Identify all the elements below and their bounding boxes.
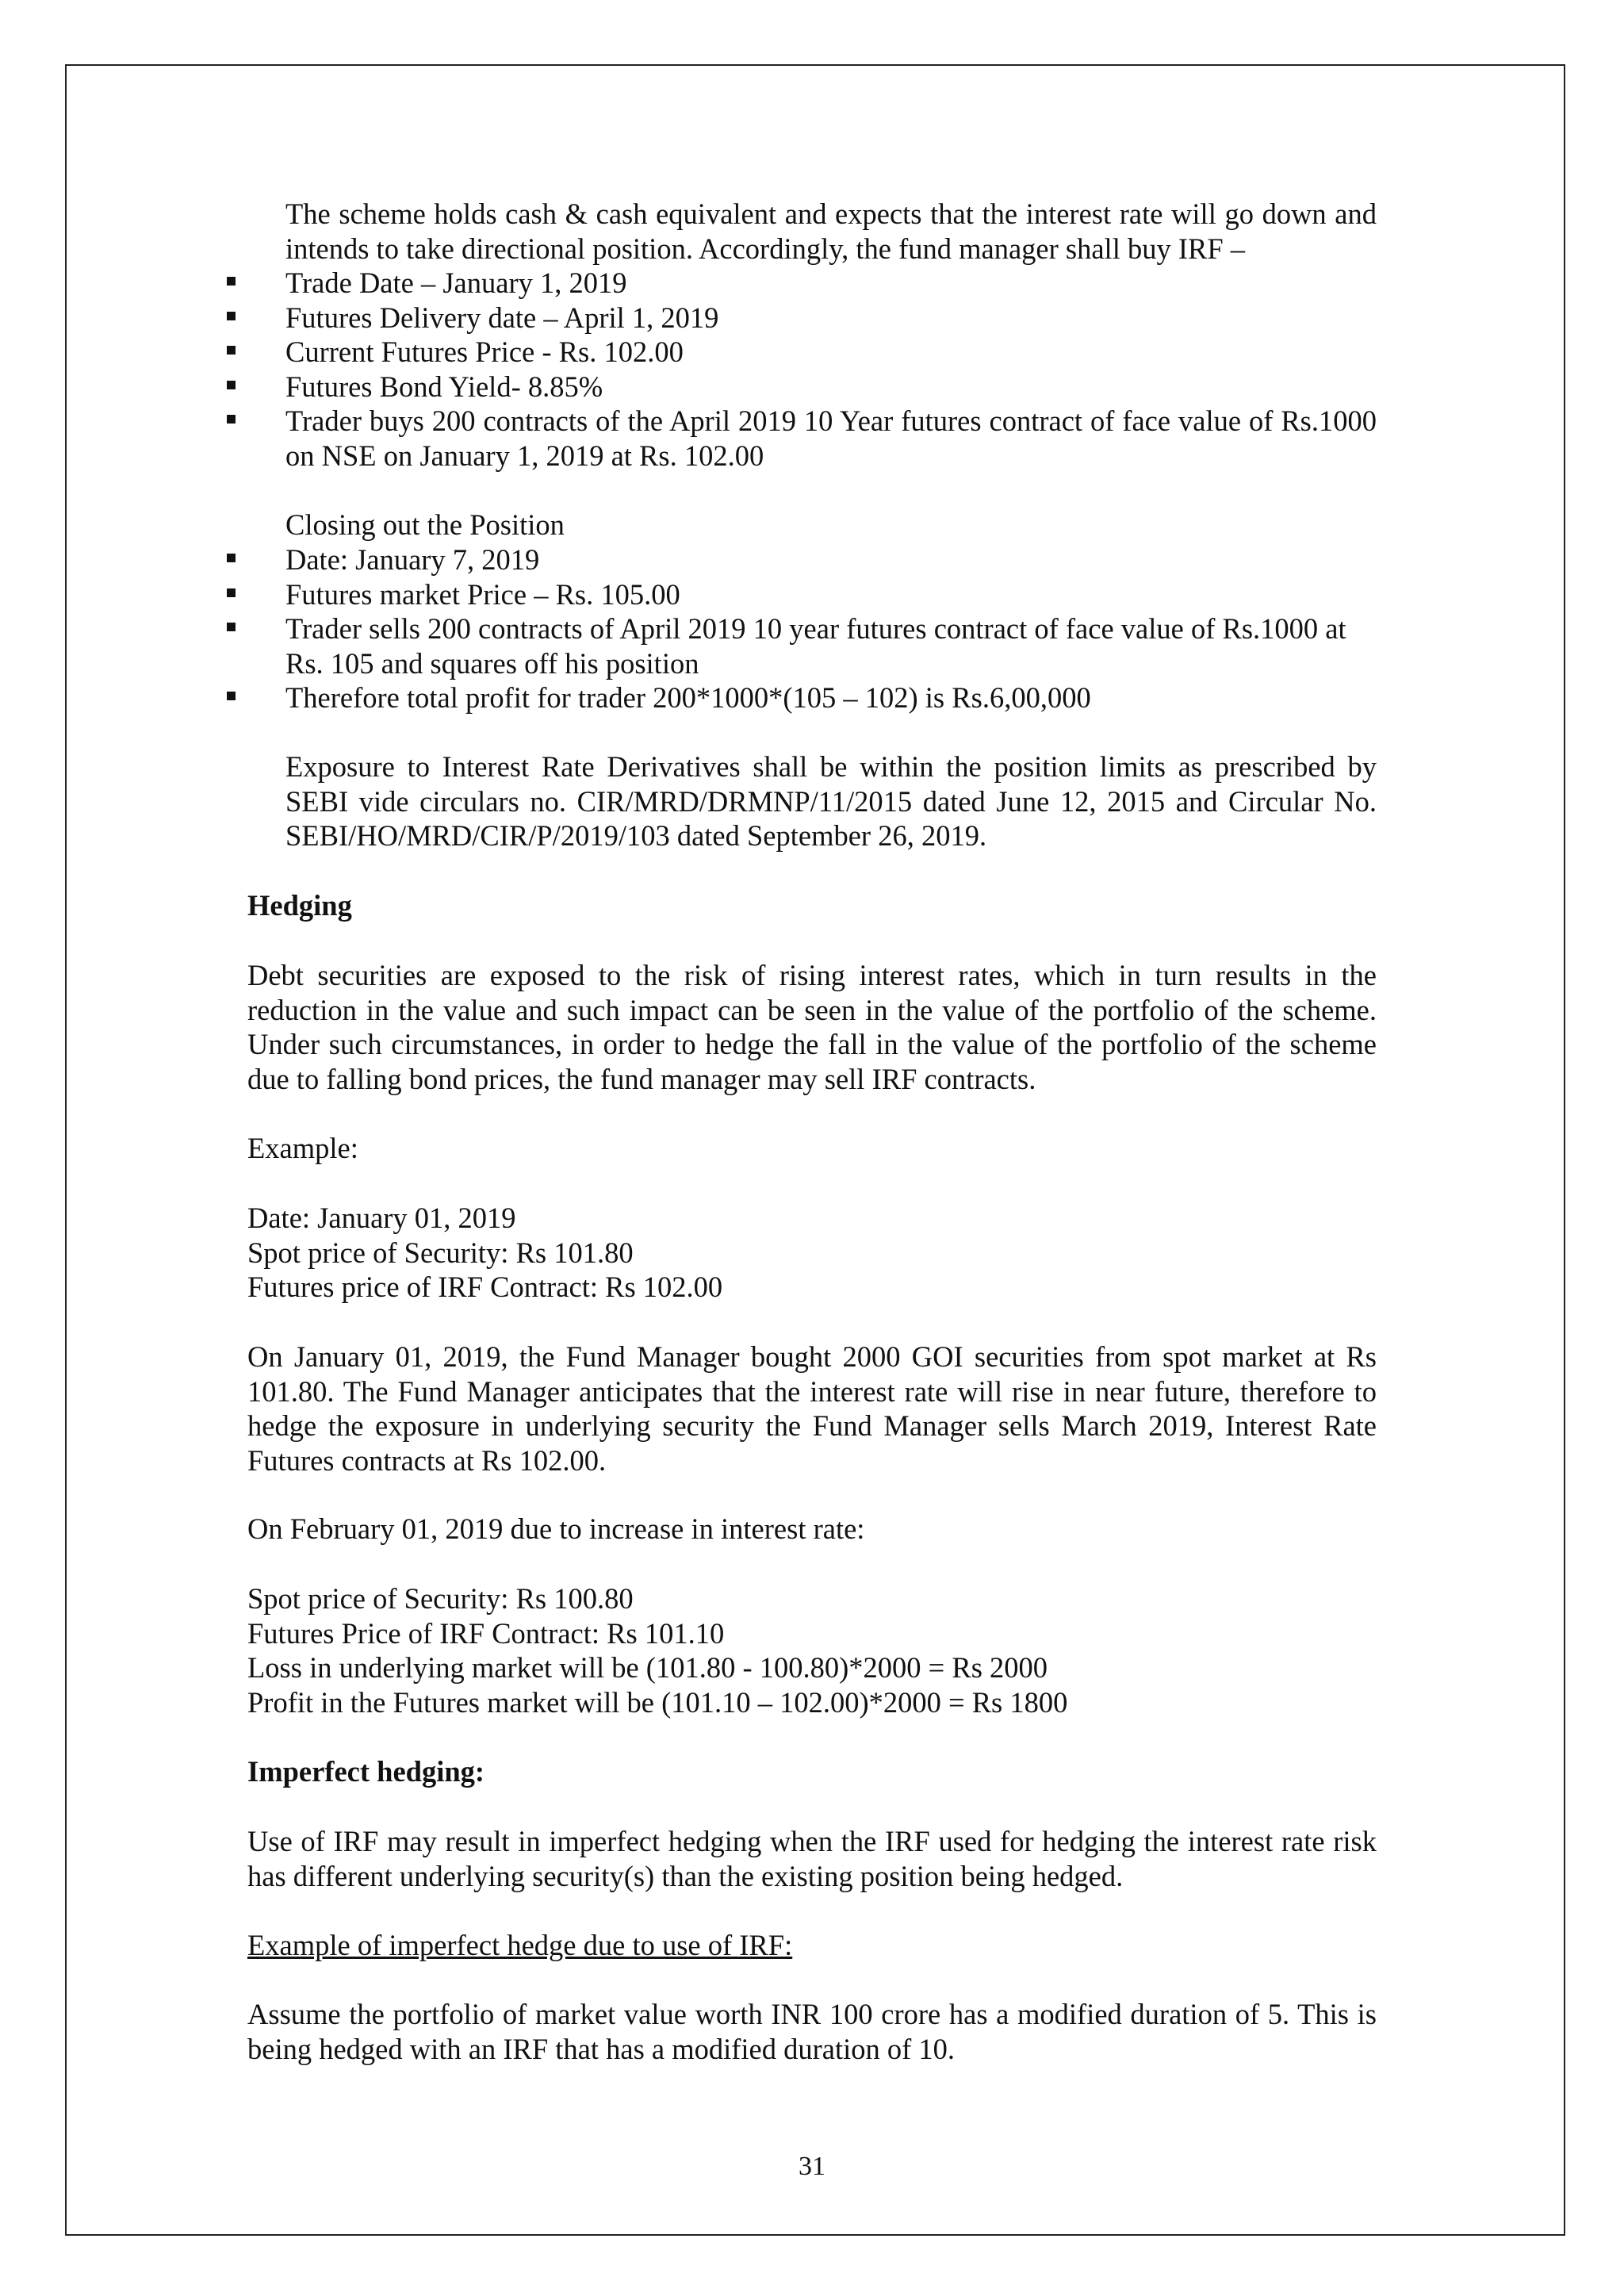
list-item [285, 542, 1377, 577]
bullet-icon [227, 312, 236, 320]
exposure-paragraph: Exposure to Interest Rate Derivatives shall be within the position limits as prescribed by SEBI vide circulars no. CIR/MRD/DRMNP/11/2015 dated June 12, 2015 and Circular No. SEBI/HO/MRD/CIR/P/2019/103 dated September 26, 2019. [285, 750, 1377, 852]
closing-details-list [285, 542, 1377, 715]
result-futures-price: Futures Price of IRF Contract: Rs 101.10 [247, 1616, 725, 1650]
imperfect-hedging-paragraph: Use of IRF may result in imperfect hedging when the IRF used for hedging the interest rate risk has different underlying security(s) than the existing position being hedged. [247, 1825, 1377, 1892]
list-item [285, 335, 1377, 370]
imperfect-hedging-heading: Imperfect hedging: [247, 1755, 485, 1788]
result-spot-price: Spot price of Security: Rs 100.80 [247, 1582, 634, 1615]
bullet-icon [227, 692, 236, 700]
closing-title: Closing out the Position [285, 508, 565, 541]
result-profit: Profit in the Futures market will be (101.10 – 102.00)*2000 = Rs 1800 [247, 1685, 1068, 1719]
hedging-paragraph-3: On February 01, 2019 due to increase in interest rate: [247, 1512, 865, 1545]
list-item [285, 404, 1377, 473]
imperfect-example-paragraph: Assume the portfolio of market value worth INR 100 crore has a modified duration of 5. This is being hedged with an IRF that has a modified duration of 10. [247, 1998, 1377, 2065]
initial-date: Date: January 01, 2019 [247, 1202, 516, 1234]
page-number: 31 [799, 2152, 825, 2181]
list-item [285, 370, 1377, 404]
list-item-text: Trader sells 200 contracts of April 2019 10 year futures contract of face value of Rs.1000 at Rs. 105 and squares off his position [285, 612, 1346, 680]
initial-futures-price: Futures price of IRF Contract: Rs 102.00 [247, 1271, 723, 1303]
initial-values [247, 1201, 1377, 1305]
list-item-text: Futures market Price – Rs. 105.00 [285, 577, 680, 611]
list-item-text: Current Futures Price - Rs. 102.00 [285, 335, 684, 368]
bullet-icon [227, 588, 236, 597]
example-label: Example: [247, 1132, 358, 1164]
hedging-paragraph: Debt securities are exposed to the risk of rising interest rates, which in turn results in the reduction in the value and such impact can be seen in the value of the portfolio of the scheme. Under such circumstances, in order to hedge the fall in the value of the portfolio of the scheme due to falling bond prices, the fund manager may sell IRF contracts. [247, 959, 1377, 1095]
hedging-heading: Hedging [247, 889, 352, 922]
list-item-text: Trader buys 200 contracts of the April 2019 10 Year futures contract of face value of Rs.1000 on NSE on January 1, 2019 at Rs. 102.00 [285, 404, 1377, 472]
intro-paragraph: The scheme holds cash & cash equivalent and expects that the interest rate will go down and intends to take directional position. Accordingly, the fund manager shall buy IRF – [285, 197, 1377, 265]
list-item-text: Date: January 7, 2019 [285, 543, 540, 576]
bullet-icon [227, 381, 236, 389]
result-loss: Loss in underlying market will be (101.80 - 100.80)*2000 = Rs 2000 [247, 1651, 1048, 1684]
hedging-paragraph-2: On January 01, 2019, the Fund Manager bought 2000 GOI securities from spot market at Rs 101.80. The Fund Manager anticipates that the interest rate will rise in near future, therefore to hedge the exposure in underlying security the Fund Manager sells March 2019, Interest Rate Futures contracts at Rs 102.00. [247, 1340, 1377, 1477]
bullet-icon [227, 623, 236, 631]
list-item-text: Futures Delivery date – April 1, 2019 [285, 301, 719, 334]
list-item [285, 266, 1377, 301]
list-item [285, 680, 1377, 715]
hedging-results [247, 1581, 1377, 1719]
bullet-icon [227, 415, 236, 424]
bullet-icon [227, 277, 236, 286]
bullet-icon [227, 346, 236, 355]
imperfect-example-heading: Example of imperfect hedge due to use of IRF: [247, 1929, 793, 1961]
list-item [285, 301, 1377, 335]
bullet-icon [227, 554, 236, 562]
list-item-text: Therefore total profit for trader 200*1000*(105 – 102) is Rs.6,00,000 [285, 681, 1091, 714]
list-item-text: Trade Date – January 1, 2019 [285, 266, 627, 299]
trade-details-list [285, 266, 1377, 473]
list-item-text: Futures Bond Yield- 8.85% [285, 370, 603, 403]
list-item [285, 577, 1377, 612]
initial-spot-price: Spot price of Security: Rs 101.80 [247, 1236, 634, 1269]
list-item [285, 611, 1377, 680]
